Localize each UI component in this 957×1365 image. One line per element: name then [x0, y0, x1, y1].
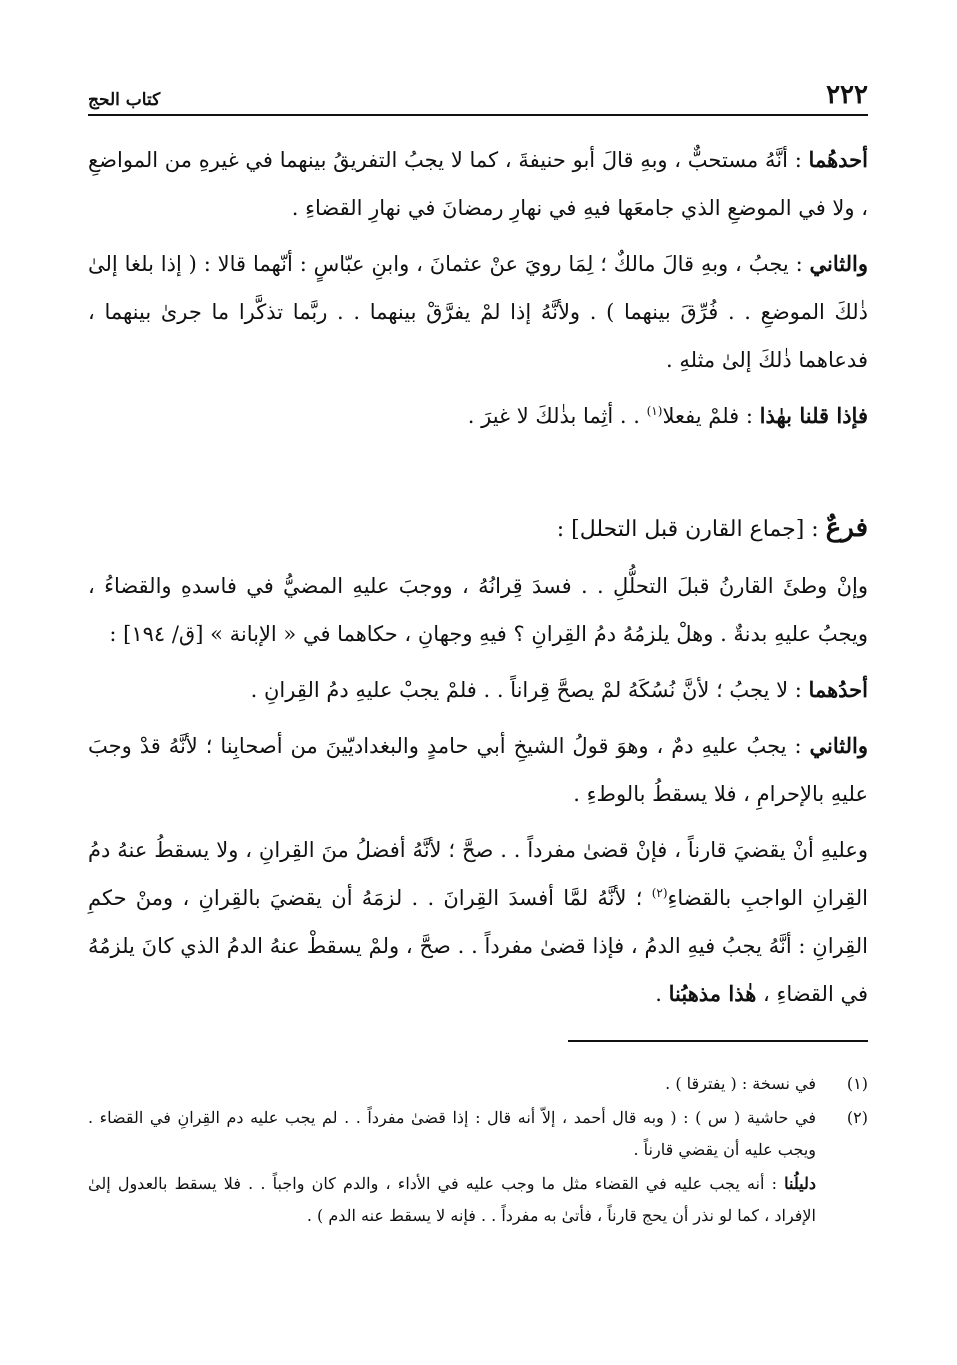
- page-number: ٢٢٢: [826, 80, 868, 110]
- paragraph-text: : فلمْ يفعلا: [662, 404, 760, 428]
- section-heading-text: : [جماع القارن قبل التحلل] :: [556, 517, 826, 542]
- paragraph-intro: [88, 562, 868, 658]
- paragraph-ruling: [88, 826, 868, 1018]
- footnote-item: [88, 1102, 868, 1166]
- running-header: [88, 70, 868, 116]
- paragraph-text: . . أثِما بذٰلكَ لا غيرَ .: [467, 404, 647, 428]
- paragraph-text: ؛ لأنَّهُ لمَّا أفسدَ القِرانَ . . لزمَهُ أن يقضيَ بالقِرانِ ، ومنْ حكمِ القِرانِ : أنَّهُ يجبُ فيهِ الدمُ ، فإذا قضىٰ مفرداً . . صحَّ ، ولمْ يسقطْ عنهُ الدمُ الذي كانَ يلزمُهُ في القضاءِ ،: [88, 886, 868, 1006]
- section-gap: [88, 448, 868, 504]
- footnote-number: (١): [846, 1074, 868, 1093]
- paragraph-text: وإنْ وطئَ القارنُ قبلَ التحلُّلِ . . فسدَ قِرانُهُ ، ووجبَ عليهِ المضيُّ في فاسدهِ والقضاءُ ، ويجبُ عليهِ بدنةٌ . وهلْ يلزمُهُ دمُ القِرانِ ؟ فيهِ وجهانِ ، حكاهما في « الإبانة » [ق/ ١٩٤] :: [88, 574, 868, 646]
- paragraph-lead: أحدُهما: [808, 677, 868, 702]
- paragraph-second-view: [88, 240, 868, 384]
- paragraph-text: : لا يجبُ ؛ لأنَّ نُسُكَهُ لمْ يصحَّ قِراناً . . فلمْ يجبْ عليهِ دمُ القِرانِ .: [250, 678, 809, 702]
- section-heading-lead: فرعٌ: [825, 513, 868, 543]
- paragraph-text: : يجبُ عليهِ دمٌ ، وهوَ قولُ الشيخِ أبي حامدٍ والبغداديّينَ من أصحابِنا ؛ لأنَّهُ قدْ وجبَ عليهِ بالإحرامِ ، فلا يسقطُ بالوطءِ .: [88, 734, 868, 806]
- footnote-text: : أنه يجب عليه في القضاء مثل ما وجب عليه في الأداء ، والدم كان واجباً . . فلا يسقط بالعدول إلىٰ الإفراد ، كما لو نذر أن يحج قارناً ، فأتىٰ به مفرداً . . فإنه لا يسقط عنه الدم ) .: [88, 1174, 816, 1225]
- paragraph-second-view: [88, 722, 868, 818]
- footnote-continuation: [88, 1168, 868, 1232]
- paragraph-first-view: [88, 666, 868, 714]
- paragraph-text: .: [655, 982, 669, 1006]
- paragraph-lead: والثاني: [809, 251, 868, 276]
- paragraph-text: وعليهِ أنْ يقضيَ قارناً ، فإنْ قضىٰ مفرداً . . صحَّ ؛ لأنَّهُ أفضلُ منَ القِرانِ ، ولا يسقطُ عنهُ دمُ القِرانِ الواجبِ بالقضاءِ: [88, 838, 868, 910]
- footnote-text: في حاشية ( س ) : ( وبه قال أحمد ، إلاّ أنه قال : إذا قضىٰ مفرداً . . لم يجب عليه دم القِرانِ في القضاء . ويجب عليه أن يقضي قارناً .: [88, 1108, 816, 1159]
- footnote-ref: (٢): [651, 886, 668, 900]
- footnote-number: (٢): [846, 1108, 868, 1127]
- footnote-item: [88, 1068, 868, 1100]
- paragraph-text: : يجبُ ، وبهِ قالَ مالكٌ ؛ لِمَا رويَ عنْ عثمانَ ، وابنِ عبّاسٍ : أنّهما قالا : ( إذا بلغا إلىٰ ذٰلكَ الموضعِ . . فُرِّقَ بينهما ) . ولأنَّهُ إذا لمْ يفرَّقْ بينهما . . ربَّما تذكَّرا ما جرىٰ بينهما ، فدعاهما ذٰلكَ إلىٰ مثلهِ .: [88, 252, 868, 372]
- paragraph-lead: والثاني: [809, 733, 868, 758]
- paragraph-conclusion: [88, 392, 868, 440]
- footnote-divider: [568, 1040, 868, 1042]
- paragraph-bold-tail: هٰذا مذهبُنا: [668, 981, 757, 1006]
- section-heading: [88, 504, 868, 554]
- paragraph-lead: أحدهُما: [808, 147, 868, 172]
- footnote-ref: (١): [646, 404, 663, 418]
- paragraph-first-view: [88, 136, 868, 232]
- book-title: كتاب الحج: [88, 90, 161, 110]
- footnote-text: في نسخة : ( يفترقا ) .: [665, 1074, 816, 1093]
- footnote-lead: دليلُنا: [784, 1174, 816, 1193]
- main-text: [88, 136, 868, 1018]
- paragraph-text: : أنَّهُ مستحبٌّ ، وبهِ قالَ أبو حنيفةَ ، كما لا يجبُ التفريقُ بينهما في غيرهِ من المواضعِ ، ولا في الموضعِ الذي جامعَها فيهِ في نهارِ رمضانَ في نهارِ القضاءِ .: [88, 148, 868, 220]
- footnotes: [88, 1068, 868, 1232]
- book-page: [88, 70, 868, 1232]
- paragraph-lead: فإذا قلنا بهٰذا: [759, 403, 868, 428]
